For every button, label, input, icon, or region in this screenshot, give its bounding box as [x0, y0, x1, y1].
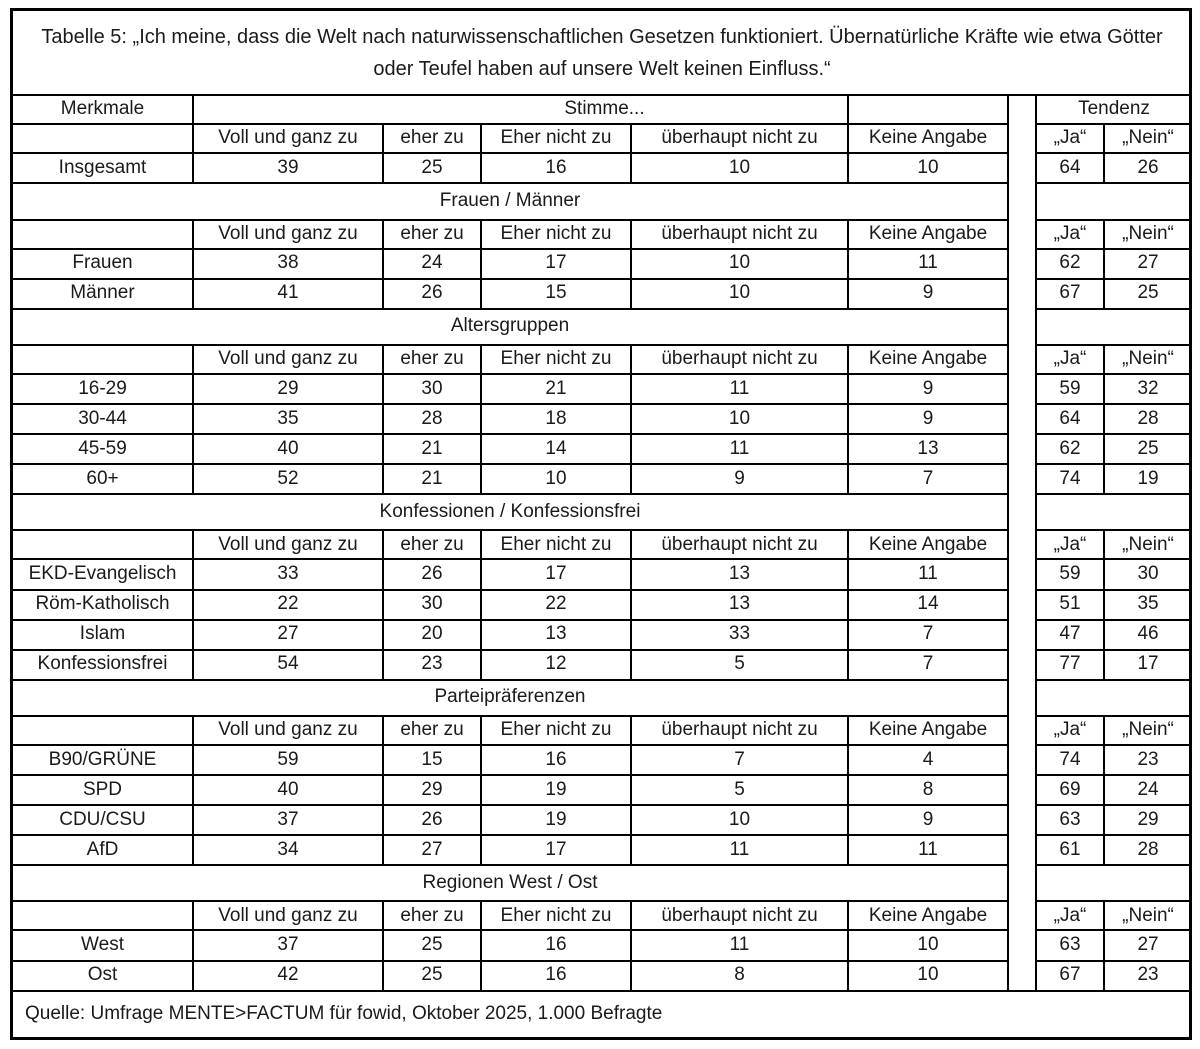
tendenz-column-header: „Ja“ [1036, 124, 1104, 153]
gap-spacer [1008, 805, 1036, 835]
row-label: Männer [13, 279, 193, 309]
tendenz-column-header: „Nein“ [1104, 124, 1191, 153]
source-row [13, 991, 1191, 1037]
value-cell: 25 [383, 153, 481, 183]
value-cell: 34 [193, 835, 383, 865]
value-cell: 38 [193, 249, 383, 279]
gap-spacer [1008, 345, 1036, 374]
tendenz-value-cell: 27 [1104, 249, 1191, 279]
value-cell: 13 [481, 620, 631, 650]
tendenz-value-cell: 25 [1104, 279, 1191, 309]
gap-spacer [1008, 249, 1036, 279]
value-cell: 11 [631, 835, 848, 865]
section-header-row [13, 494, 1191, 530]
value-cell: 7 [848, 650, 1008, 680]
row-label: EKD-Evangelisch [13, 559, 193, 589]
column-header: überhaupt nicht zu [631, 220, 848, 249]
tendenz-header: Tendenz [1036, 95, 1191, 124]
value-cell: 12 [481, 650, 631, 680]
gap-spacer [1008, 220, 1036, 249]
value-cell: 24 [383, 249, 481, 279]
value-cell: 9 [848, 374, 1008, 404]
row-label: 60+ [13, 464, 193, 494]
value-cell: 15 [383, 745, 481, 775]
value-cell: 5 [631, 650, 848, 680]
value-cell: 14 [481, 434, 631, 464]
column-header: überhaupt nicht zu [631, 124, 848, 153]
column-header: überhaupt nicht zu [631, 901, 848, 930]
value-cell: 26 [383, 559, 481, 589]
value-cell: 10 [631, 279, 848, 309]
empty-corner-cell [13, 530, 193, 559]
gap-spacer [1008, 930, 1036, 960]
section-header: Altersgruppen [13, 309, 1008, 345]
column-header: Eher nicht zu [481, 345, 631, 374]
value-cell: 10 [631, 249, 848, 279]
value-cell: 20 [383, 620, 481, 650]
row-label: B90/GRÜNE [13, 745, 193, 775]
value-cell: 59 [193, 745, 383, 775]
value-cell: 5 [631, 775, 848, 805]
table-row [13, 745, 1191, 775]
column-header: Eher nicht zu [481, 220, 631, 249]
row-label: Islam [13, 620, 193, 650]
gap-spacer [1008, 309, 1036, 345]
column-header: Voll und ganz zu [193, 901, 383, 930]
tendenz-empty-cell [1036, 183, 1191, 219]
value-cell: 10 [481, 464, 631, 494]
value-cell: 10 [848, 961, 1008, 991]
row-label: Frauen [13, 249, 193, 279]
column-header: Keine Angabe [848, 124, 1008, 153]
row-label: West [13, 930, 193, 960]
table-row [13, 559, 1191, 589]
value-cell: 11 [848, 835, 1008, 865]
column-header: überhaupt nicht zu [631, 345, 848, 374]
table-row [13, 434, 1191, 464]
value-cell: 10 [848, 930, 1008, 960]
value-cell: 26 [383, 279, 481, 309]
table-row [13, 404, 1191, 434]
empty-header-cell [848, 95, 1008, 124]
tendenz-value-cell: 26 [1104, 153, 1191, 183]
source-note: Quelle: Umfrage MENTE>FACTUM für fowid, Oktober 2025, 1.000 Befragte [13, 991, 1191, 1037]
gap-spacer [1008, 434, 1036, 464]
gap-spacer [1008, 775, 1036, 805]
value-cell: 10 [848, 153, 1008, 183]
table-row [13, 374, 1191, 404]
gap-spacer [1008, 716, 1036, 745]
tendenz-value-cell: 67 [1036, 961, 1104, 991]
tendenz-column-header: „Ja“ [1036, 901, 1104, 930]
tendenz-value-cell: 67 [1036, 279, 1104, 309]
table-row [13, 961, 1191, 991]
empty-corner-cell [13, 716, 193, 745]
column-header: Keine Angabe [848, 716, 1008, 745]
value-cell: 21 [383, 434, 481, 464]
value-cell: 16 [481, 153, 631, 183]
value-cell: 13 [631, 590, 848, 620]
column-header: eher zu [383, 530, 481, 559]
value-cell: 16 [481, 930, 631, 960]
tendenz-value-cell: 63 [1036, 805, 1104, 835]
tendenz-value-cell: 59 [1036, 559, 1104, 589]
column-header: überhaupt nicht zu [631, 530, 848, 559]
table-row [13, 930, 1191, 960]
value-cell: 28 [383, 404, 481, 434]
gap-spacer [1008, 901, 1036, 930]
value-cell: 19 [481, 805, 631, 835]
value-cell: 9 [848, 805, 1008, 835]
value-cell: 40 [193, 775, 383, 805]
value-cell: 9 [848, 404, 1008, 434]
stimme-header: Stimme... [193, 95, 848, 124]
tendenz-empty-cell [1036, 494, 1191, 530]
value-cell: 37 [193, 930, 383, 960]
value-cell: 54 [193, 650, 383, 680]
column-header: Voll und ganz zu [193, 345, 383, 374]
tendenz-column-header: „Ja“ [1036, 530, 1104, 559]
tendenz-value-cell: 64 [1036, 404, 1104, 434]
value-cell: 7 [631, 745, 848, 775]
column-header: Keine Angabe [848, 530, 1008, 559]
table-row [13, 249, 1191, 279]
gap-spacer [1008, 404, 1036, 434]
value-cell: 29 [193, 374, 383, 404]
gap-spacer [1008, 95, 1036, 124]
table-row [13, 805, 1191, 835]
value-cell: 35 [193, 404, 383, 434]
row-label: SPD [13, 775, 193, 805]
gap-spacer [1008, 183, 1036, 219]
tendenz-value-cell: 51 [1036, 590, 1104, 620]
value-cell: 22 [193, 590, 383, 620]
column-header: Keine Angabe [848, 345, 1008, 374]
value-cell: 10 [631, 404, 848, 434]
value-cell: 15 [481, 279, 631, 309]
gap-spacer [1008, 745, 1036, 775]
tendenz-value-cell: 28 [1104, 835, 1191, 865]
value-cell: 17 [481, 249, 631, 279]
tendenz-empty-cell [1036, 680, 1191, 716]
value-cell: 9 [848, 279, 1008, 309]
gap-spacer [1008, 590, 1036, 620]
tendenz-value-cell: 46 [1104, 620, 1191, 650]
tendenz-column-header: „Nein“ [1104, 220, 1191, 249]
empty-corner-cell [13, 901, 193, 930]
value-cell: 17 [481, 559, 631, 589]
value-cell: 4 [848, 745, 1008, 775]
tendenz-value-cell: 74 [1036, 464, 1104, 494]
tendenz-column-header: „Ja“ [1036, 716, 1104, 745]
section-header-row [13, 680, 1191, 716]
tendenz-value-cell: 17 [1104, 650, 1191, 680]
tendenz-value-cell: 32 [1104, 374, 1191, 404]
value-cell: 11 [848, 249, 1008, 279]
value-cell: 39 [193, 153, 383, 183]
table-outer-frame [10, 8, 1192, 1040]
gap-spacer [1008, 680, 1036, 716]
column-header: Eher nicht zu [481, 901, 631, 930]
section-header: Konfessionen / Konfessionsfrei [13, 494, 1008, 530]
value-cell: 8 [848, 775, 1008, 805]
survey-table [13, 11, 1191, 1037]
gap-spacer [1008, 865, 1036, 901]
gap-spacer [1008, 835, 1036, 865]
tendenz-value-cell: 61 [1036, 835, 1104, 865]
tendenz-value-cell: 74 [1036, 745, 1104, 775]
value-cell: 7 [848, 620, 1008, 650]
table-title: Tabelle 5: „Ich meine, dass die Welt nach naturwissenschaftlichen Gesetzen funktioniert. Übernatürliche Kräfte wie etwa Götter oder Teufel haben auf unsere Welt keinen Einfluss.“ [13, 11, 1191, 95]
column-header: eher zu [383, 901, 481, 930]
section-header-row [13, 865, 1191, 901]
value-cell: 13 [848, 434, 1008, 464]
value-cell: 16 [481, 961, 631, 991]
value-cell: 8 [631, 961, 848, 991]
tendenz-value-cell: 64 [1036, 153, 1104, 183]
section-header-row [13, 309, 1191, 345]
value-cell: 13 [631, 559, 848, 589]
row-label: AfD [13, 835, 193, 865]
tendenz-value-cell: 62 [1036, 249, 1104, 279]
column-header: Eher nicht zu [481, 530, 631, 559]
value-cell: 40 [193, 434, 383, 464]
tendenz-value-cell: 23 [1104, 745, 1191, 775]
value-cell: 29 [383, 775, 481, 805]
row-label: Insgesamt [13, 153, 193, 183]
table-row [13, 153, 1191, 183]
table-body [13, 124, 1191, 991]
value-cell: 52 [193, 464, 383, 494]
value-cell: 26 [383, 805, 481, 835]
value-cell: 18 [481, 404, 631, 434]
value-cell: 42 [193, 961, 383, 991]
tendenz-value-cell: 62 [1036, 434, 1104, 464]
tendenz-column-header: „Nein“ [1104, 345, 1191, 374]
table-row [13, 590, 1191, 620]
value-cell: 14 [848, 590, 1008, 620]
section-header: Regionen West / Ost [13, 865, 1008, 901]
value-cell: 10 [631, 805, 848, 835]
row-label: Röm-Katholisch [13, 590, 193, 620]
empty-corner-cell [13, 345, 193, 374]
section-header: Parteipräferenzen [13, 680, 1008, 716]
tendenz-column-header: „Ja“ [1036, 220, 1104, 249]
column-header: eher zu [383, 124, 481, 153]
gap-spacer [1008, 620, 1036, 650]
value-cell: 21 [481, 374, 631, 404]
value-cell: 33 [193, 559, 383, 589]
column-header: Voll und ganz zu [193, 716, 383, 745]
row-label: Konfessionsfrei [13, 650, 193, 680]
column-header: eher zu [383, 345, 481, 374]
tendenz-value-cell: 47 [1036, 620, 1104, 650]
value-cell: 30 [383, 374, 481, 404]
value-cell: 37 [193, 805, 383, 835]
tendenz-value-cell: 19 [1104, 464, 1191, 494]
table-row [13, 620, 1191, 650]
column-header: Voll und ganz zu [193, 124, 383, 153]
column-header-row [13, 530, 1191, 559]
gap-spacer [1008, 494, 1036, 530]
section-header: Frauen / Männer [13, 183, 1008, 219]
column-header-row [13, 716, 1191, 745]
gap-spacer [1008, 153, 1036, 183]
tendenz-value-cell: 25 [1104, 434, 1191, 464]
gap-spacer [1008, 530, 1036, 559]
row-label: 45-59 [13, 434, 193, 464]
gap-spacer [1008, 124, 1036, 153]
column-header: Eher nicht zu [481, 124, 631, 153]
table-row [13, 835, 1191, 865]
row-label: CDU/CSU [13, 805, 193, 835]
column-header-row [13, 901, 1191, 930]
value-cell: 10 [631, 153, 848, 183]
value-cell: 27 [193, 620, 383, 650]
value-cell: 30 [383, 590, 481, 620]
table-row [13, 650, 1191, 680]
tendenz-column-header: „Ja“ [1036, 345, 1104, 374]
tendenz-empty-cell [1036, 309, 1191, 345]
value-cell: 21 [383, 464, 481, 494]
tendenz-value-cell: 29 [1104, 805, 1191, 835]
value-cell: 19 [481, 775, 631, 805]
value-cell: 22 [481, 590, 631, 620]
table-row [13, 279, 1191, 309]
value-cell: 23 [383, 650, 481, 680]
column-header: Keine Angabe [848, 901, 1008, 930]
tendenz-value-cell: 28 [1104, 404, 1191, 434]
column-header-row [13, 345, 1191, 374]
tendenz-column-header: „Nein“ [1104, 901, 1191, 930]
column-header: Voll und ganz zu [193, 220, 383, 249]
tendenz-value-cell: 69 [1036, 775, 1104, 805]
column-header-row [13, 124, 1191, 153]
gap-spacer [1008, 464, 1036, 494]
column-header: Eher nicht zu [481, 716, 631, 745]
gap-spacer [1008, 650, 1036, 680]
gap-spacer [1008, 559, 1036, 589]
table-row [13, 775, 1191, 805]
column-header: eher zu [383, 220, 481, 249]
gap-spacer [1008, 374, 1036, 404]
tendenz-value-cell: 23 [1104, 961, 1191, 991]
tendenz-value-cell: 59 [1036, 374, 1104, 404]
table-title-row [13, 11, 1191, 95]
column-header: überhaupt nicht zu [631, 716, 848, 745]
gap-spacer [1008, 961, 1036, 991]
value-cell: 25 [383, 961, 481, 991]
value-cell: 33 [631, 620, 848, 650]
value-cell: 11 [631, 434, 848, 464]
tendenz-value-cell: 24 [1104, 775, 1191, 805]
section-header-row [13, 183, 1191, 219]
value-cell: 11 [848, 559, 1008, 589]
value-cell: 11 [631, 930, 848, 960]
merkmale-header: Merkmale [13, 95, 193, 124]
gap-spacer [1008, 279, 1036, 309]
row-label: 16-29 [13, 374, 193, 404]
value-cell: 25 [383, 930, 481, 960]
row-label: Ost [13, 961, 193, 991]
value-cell: 9 [631, 464, 848, 494]
group-header-row [13, 95, 1191, 124]
value-cell: 17 [481, 835, 631, 865]
tendenz-value-cell: 77 [1036, 650, 1104, 680]
column-header: Keine Angabe [848, 220, 1008, 249]
tendenz-empty-cell [1036, 865, 1191, 901]
value-cell: 7 [848, 464, 1008, 494]
tendenz-value-cell: 35 [1104, 590, 1191, 620]
value-cell: 16 [481, 745, 631, 775]
column-header-row [13, 220, 1191, 249]
row-label: 30-44 [13, 404, 193, 434]
value-cell: 41 [193, 279, 383, 309]
empty-corner-cell [13, 124, 193, 153]
tendenz-column-header: „Nein“ [1104, 716, 1191, 745]
empty-corner-cell [13, 220, 193, 249]
column-header: eher zu [383, 716, 481, 745]
tendenz-value-cell: 27 [1104, 930, 1191, 960]
table-row [13, 464, 1191, 494]
column-header: Voll und ganz zu [193, 530, 383, 559]
tendenz-column-header: „Nein“ [1104, 530, 1191, 559]
tendenz-value-cell: 63 [1036, 930, 1104, 960]
value-cell: 27 [383, 835, 481, 865]
value-cell: 11 [631, 374, 848, 404]
tendenz-value-cell: 30 [1104, 559, 1191, 589]
